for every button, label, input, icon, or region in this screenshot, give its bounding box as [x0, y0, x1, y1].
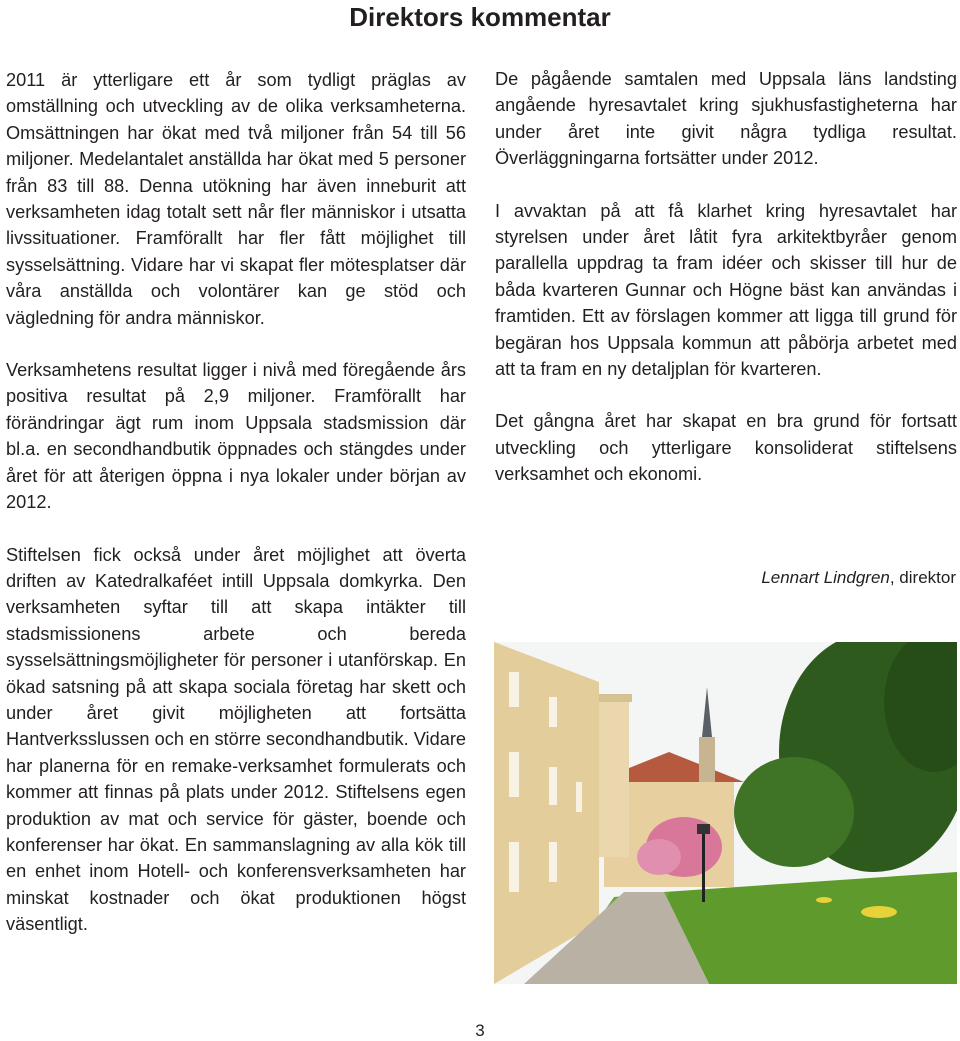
photo-illustration	[494, 642, 957, 984]
page-title: Direktors kommentar	[349, 2, 611, 32]
paragraph: 2011 är ytterligare ett år som tydligt präglas av omställning och utveckling av de olika verksamheterna. Omsättningen har ökat med två miljoner från 54 till 56 miljoner. Medelantalet anställda har ökat med 5 personer från 83 till 88. Denna utökning har även inneburit att verksamheten idag totalt sett når fler människor i utsatta livssituationer. Framförallt har fler fått möjlighet till sysselsättning. Vidare har vi skapat fler mötesplatser där våra anställda och volontärer kan ge stöd och vägledning för andra människor.	[6, 70, 466, 328]
paragraph: Det gångna året har skapat en bra grund för fortsatt utveckling och ytterligare konsoliderat stiftelsens verksamhet och ekonomi.	[495, 411, 957, 485]
signature-role: , direktor	[889, 568, 956, 587]
building-courtyard-photo	[494, 642, 957, 984]
signature-name: Lennart Lindgren	[761, 568, 890, 587]
page-number: 3	[475, 1021, 485, 1040]
paragraph: Stiftelsen fick också under året möjlighet att överta driften av Katedralkaféet intill Uppsala domkyrka. Den verksamheten syftar till att skapa intäkter till stadsmissionens arbete och bereda sysselsättningsmöjligheter för personer i utanförskap. En ökad satsning på att skapa sociala företag har skett och under året givit möjligheten att fortsätta Hantverksslussen och en större secondhandbutik. Vidare har planerna för en remake-verksamhet formulerats och kommer att finnas på plats under 2012. Stiftelsens egen produktion av mat och service för gäster, boende och konferenser har ökat. En sammanslagning av alla kök till en enhet inom Hotell- och konferensverksamheten har minskat kostnader och ökat produktionen högst väsentligt.	[6, 544, 466, 935]
flower-bed	[861, 906, 897, 918]
paragraph: Verksamhetens resultat ligger i nivå med föregående års positiva resultat på 2,9 miljoner. Framförallt har förändringar ägt rum inom Uppsala stadsmission där bl.a. en secondhandbutik öppnades och stängdes under året för att återigen öppna i nya lokaler under början av 2012.	[6, 360, 466, 513]
lamp-post	[702, 832, 705, 902]
paragraph: De pågående samtalen med Uppsala läns landsting angående hyresavtalet kring sjukhusfastigheterna har under året inte givit några tydliga resultat. Överläggningarna fortsätter under 2012.	[495, 69, 957, 169]
left-column	[6, 67, 466, 938]
signature	[761, 566, 956, 590]
paragraph: I avvaktan på att få klarhet kring hyresavtalet har styrelsen under året låtit fyra arkitektbyråer genom parallella uppdrag ta fram idéer och skisser till hur de båda kvarteren Gunnar och Högne bäst kan användas i framtiden. Ett av förslagen kommer att ligga till grund för begäran hos Uppsala kommun att påbörja arbetet med att ta fram en ny detaljplan för kvarteren.	[495, 200, 957, 380]
right-column	[495, 66, 957, 488]
